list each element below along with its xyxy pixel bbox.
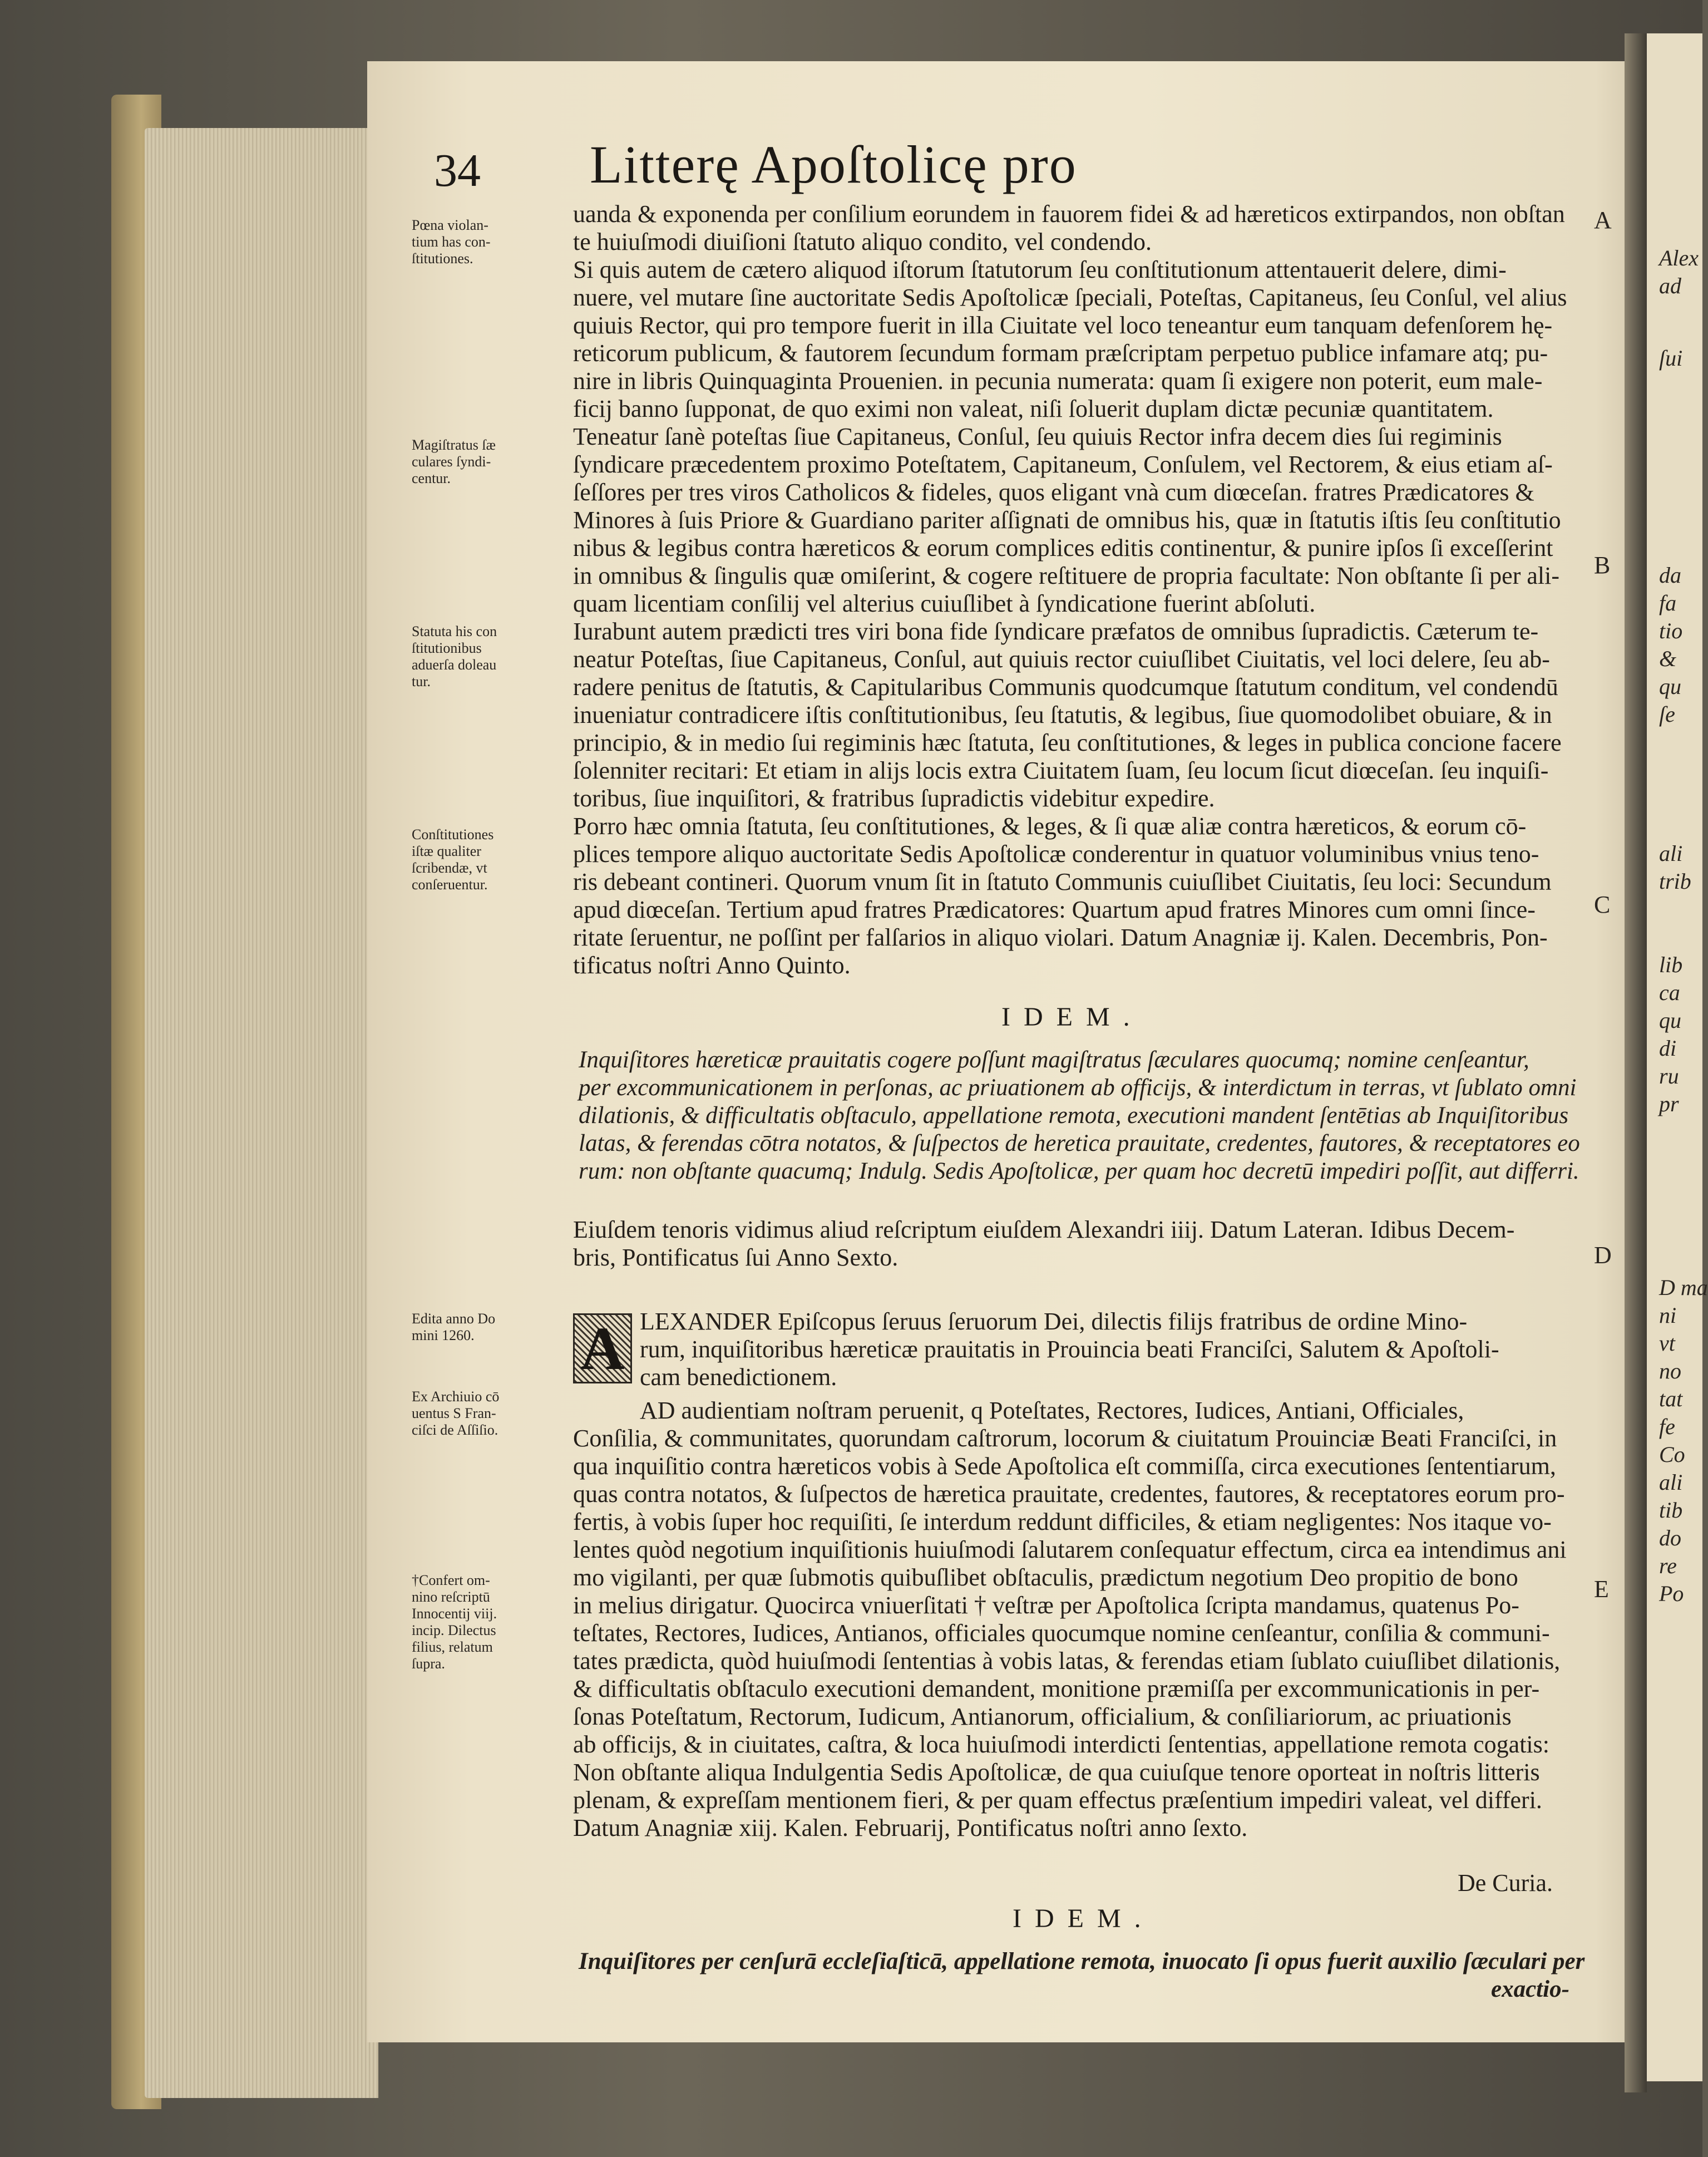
fragment-text: Co (1659, 1442, 1685, 1467)
fragment-text: do (1659, 1525, 1681, 1550)
text-line: quiuis Rector, qui pro tempore fuerit in illa Ciuitate vel loco teneantur eum tanquam defenſorem hę- (573, 312, 1553, 339)
margin-note-1 (412, 217, 556, 267)
text-line: lentes quòd negotium inquiſitionis huiuſmodi ſalutarem conſequatur effectum, circa ea intendimus ani (573, 1536, 1567, 1563)
text-line: Datum Anagniæ xiij. Kalen. Februarij, Pontificatus noſtri anno ſexto. (573, 1814, 1248, 1841)
letter-opening (640, 1308, 1597, 1391)
margin-note-line: culares ſyndi- (412, 454, 491, 470)
text-line: ſyndicare præcedentem proximo Poteſtatem, Capitaneum, Conſulem, vel Rectorem, & eius etiam aſ- (573, 451, 1553, 478)
text-line: ab officijs, & in ciuitates, caſtra, & loca huiuſmodi interdicti ſententias, appellatione remota cogatis: (573, 1731, 1549, 1758)
margin-note-line: centur. (412, 470, 451, 486)
fragment-text: qu (1659, 1008, 1681, 1033)
margin-note-line: nino reſcriptū (412, 1589, 490, 1605)
text-line: rum: non obſtante quacumq; Indulg. Sedis Apoſtolicæ, per quam hoc decretū impediri poſſit, aut differri. (579, 1158, 1579, 1184)
text-line: ſeſſores per tres viros Catholicos & fideles, quos eligant vnà cum diœceſan. fratres Prædicatores & (573, 479, 1534, 506)
fragment-text: ſe (1659, 702, 1675, 727)
fragment-text: pr (1659, 1091, 1679, 1116)
text-line: principio, & in medio ſui regiminis hæc ſtatuta, ſeu conſtitutiones, & leges in publica concione facere (573, 729, 1562, 756)
text-line: in omnibus & ſingulis quæ omiſerint, & cogere reſtituere de propria facultate: Non obſtante ſi per ali- (573, 562, 1559, 589)
signature-de-curia: De Curia. (1458, 1869, 1553, 1897)
margin-note-line: †Confert om- (412, 1572, 490, 1588)
text-line: reticorum publicum, & fautorem ſecundum formam præſcriptam perpetuo publice infamare atq; pu- (573, 339, 1548, 367)
text-line: ritate ſeruentur, ne poſſint per falſarios in aliquo violari. Datum Anagniæ ij. Kalen. Decembris, Pon- (573, 924, 1548, 951)
margin-note-line: iſtæ qualiter (412, 843, 481, 859)
summary-block-2 (579, 1948, 1602, 2003)
margin-note-5 (412, 1311, 556, 1344)
text-line: Inquiſitores per cenſurā eccleſiaſticā, appellatione remota, inuocato ſi opus fuerit auxilio ſæculari per (579, 1948, 1585, 1974)
text-line: ficij banno ſupponat, de quo eximi non valeat, niſi ſoluerit duplam dictæ pecuniæ quantitatem. (573, 395, 1494, 422)
margin-note-line: ſcribendæ, vt (412, 860, 487, 876)
fragment-text: tio (1659, 618, 1683, 643)
fragment-text: qu (1659, 674, 1681, 699)
text-line: Non obſtante aliqua Indulgentia Sedis Apoſtolicæ, de qua cuiuſque tenore oporteat in noſtris litteris (573, 1759, 1540, 1786)
margin-note-line: Edita anno Do (412, 1311, 496, 1327)
main-text-block-1 (573, 200, 1597, 979)
fragment-text: ſui (1659, 346, 1683, 371)
fragment-text: ca (1659, 980, 1680, 1005)
fragment-text: trib (1659, 869, 1691, 894)
decorated-initial-letter (573, 1313, 632, 1383)
idem-heading-2: IDEM. (1013, 1904, 1154, 1933)
text-line: Teneatur ſanè poteſtas ſiue Capitaneus, Conſul, ſeu quiuis Rector infra decem dies ſui regiminis (573, 423, 1502, 450)
summary-block-1 (579, 1046, 1602, 1185)
margin-note-line: incip. Dilectus (412, 1622, 496, 1638)
main-text-block-3 (573, 1397, 1597, 1842)
margin-note-line: Conſtitutiones (412, 826, 494, 843)
text-line: tates prædicta, quòd huiuſmodi ſententias à vobis latas, & ferendas etiam ſublato cuiuſlibet dilationis, (573, 1647, 1561, 1675)
margin-note-6 (412, 1388, 556, 1439)
text-line: fertis, à vobis ſuper hoc requiſiti, ſe interdum reddunt difficiles, & etiam negligentes: Nos itaque vo- (573, 1508, 1552, 1535)
text-line: plenam, & expreſſam mentionem fieri, & per quam effectus præſentium impediri valeat, vel differi. (573, 1786, 1542, 1814)
text-line: exactio- (1491, 1976, 1569, 2002)
text-line: mo vigilanti, per quæ ſubmotis quibuſlibet obſtaculis, prædictum negotium Deo propitio de bono (573, 1564, 1518, 1591)
page-number: 34 (434, 145, 481, 196)
margin-note-line: aduerſa doleau (412, 657, 497, 673)
margin-note-7 (412, 1572, 556, 1672)
margin-note-line: Ex Archiuio cō (412, 1388, 500, 1405)
running-head: Litterę Apoſtolicę pro (590, 135, 1077, 194)
adjacent-page-fragment (1647, 33, 1708, 2081)
fragment-text: fe (1659, 1414, 1675, 1439)
fragment-text: Alex (1659, 245, 1699, 270)
fragment-text: ali (1659, 841, 1683, 866)
section-letter-c: C (1594, 891, 1611, 918)
text-line: neatur Poteſtas, ſiue Capitaneus, Conſul, aut quiuis rector cuiuſlibet Ciuitatis, vel loci delere, ſeu ab- (573, 646, 1550, 673)
margin-note-line: Statuta his con (412, 623, 497, 639)
text-line: nire in libris Quinquaginta Prouenien. in pecunia numerata: quam ſi exigere non poterit, eum male- (573, 367, 1543, 395)
fragment-text: di (1659, 1036, 1677, 1061)
text-line: plices tempore aliquo auctoritate Sedis Apoſtolicæ conderentur in quatuor voluminibus vnius teno- (573, 840, 1539, 868)
text-line: ſonas Poteſtatum, Rectorum, Iudicum, Antianorum, officialium, & conſiliariorum, ac priuationis (573, 1703, 1512, 1730)
text-line: & difficultatis obſtaculo executioni demandent, monitione præmiſſa per excommunicationis in per- (573, 1675, 1540, 1702)
fragment-text: re (1659, 1553, 1677, 1578)
text-line: qua inquiſitio contra hæreticos vobis à Sede Apoſtolica eſt commiſſa, circa executiones ſententiarum, (573, 1452, 1556, 1480)
margin-note-4 (412, 826, 556, 893)
text-line: te huiuſmodi diuiſioni ſtatuto aliquo condito, vel condendo. (573, 228, 1152, 255)
margin-note-line: mini 1260. (412, 1327, 475, 1343)
text-line: ſolenniter recitari: Et etiam in alijs locis extra Ciuitatem ſuam, ſeu locum ſicut diœceſan. ſeu inquiſi- (573, 757, 1549, 784)
text-line: per excommunicationem in perſonas, ac priuationem ab officijs, & interdictum in terras, vt ſublato omni (579, 1075, 1577, 1101)
fragment-text: fa (1659, 590, 1677, 615)
page-stack-edge (145, 128, 378, 2098)
text-line: quas contra notatos, & ſuſpectos de hæretica prauitate, credentes, fautores, & receptatores eorum pro- (573, 1480, 1565, 1508)
text-line: teſtates, Rectores, Iudices, Antianos, officiales quocumque nomine cenſeantur, conſilia & communi- (573, 1619, 1550, 1647)
fragment-text: & (1659, 646, 1677, 671)
text-line: Inquiſitores hæreticæ prauitatis cogere poſſunt magiſtratus ſæculares quocumq; nomine cenſeantur, (579, 1047, 1529, 1073)
section-letter-b: B (1594, 551, 1611, 579)
margin-note-line: ſupra. (412, 1656, 445, 1672)
book-gutter (1625, 33, 1647, 2092)
text-line: latas, & ferendas cōtra notatos, & ſuſpectos de heretica prauitate, credentes, fautores, & receptatores eo (579, 1130, 1580, 1156)
margin-note-line: ſtitutiones. (412, 250, 473, 267)
margin-note-line: uentus S Fran- (412, 1405, 496, 1421)
section-letter-e: E (1594, 1575, 1609, 1603)
text-line: Iurabunt autem prædicti tres viri bona fide ſyndicare præfatos de omnibus ſupradictis. Cæterum te- (573, 618, 1539, 645)
text-line: nuere, vel mutare ſine auctoritate Sedis Apoſtolicæ ſpeciali, Poteſtas, Capitaneus, ſeu Conſul, vel alius (573, 284, 1567, 311)
margin-note-line: tium has con- (412, 234, 491, 250)
margin-note-line: Innocentij viij. (412, 1606, 497, 1622)
fragment-text: no (1659, 1358, 1681, 1383)
fragment-text: ni (1659, 1303, 1677, 1328)
text-line: inueniatur contradicere iſtis conſtitutionibus, ſeu ſtatutis, & legibus, ſiue quomodolibet obuiare, & in (573, 701, 1552, 728)
text-line: Conſilia, & communitates, quorundam caſtrorum, locorum & ciuitatum Prouinciæ Beati Franciſci, in (573, 1425, 1557, 1452)
margin-note-3 (412, 623, 556, 690)
fragment-text: lib (1659, 952, 1683, 977)
text-line: nibus & legibus contra hæreticos & eorum complices editis continentur, & punire ipſos ſi exceſſerint (573, 534, 1553, 562)
margin-note-line: tur. (412, 673, 431, 690)
main-text-block-2 (573, 1216, 1597, 1272)
fragment-text: tib (1659, 1498, 1683, 1523)
fragment-text: D ma (1659, 1275, 1708, 1300)
fragment-text: ru (1659, 1063, 1679, 1089)
text-line: AD audientiam noſtram peruenit, q Poteſtates, Rectores, Iudices, Antiani, Officiales, (640, 1397, 1464, 1424)
text-line: tificatus noſtri Anno Quinto. (573, 952, 851, 979)
margin-note-line: Pœna violan- (412, 217, 488, 233)
text-line: LEXANDER Epiſcopus ſeruus ſeruorum Dei, dilectis filijs fratribus de ordine Mino- (640, 1308, 1468, 1335)
text-line: uanda & exponenda per conſilium eorundem in fauorem fidei & ad hæreticos extirpandos, non obſtan (573, 200, 1565, 228)
margin-note-2 (412, 437, 556, 487)
fragment-text: tat (1659, 1386, 1683, 1411)
margin-note-line: Magiſtratus ſæ (412, 437, 496, 453)
text-line: ris debeant contineri. Quorum vnum ſit in ſtatuto Communis cuiuſlibet Ciuitatis, ſeu loci: Secundum (573, 868, 1552, 895)
text-line: cam benedictionem. (640, 1363, 837, 1391)
text-line: Eiuſdem tenoris vidimus aliud reſcriptum eiuſdem Alexandri iiij. Datum Lateran. Idibus Decem- (573, 1216, 1515, 1243)
text-line: Minores à ſuis Priore & Guardiano pariter aſſignati de omnibus his, quæ in ſtatutis iſtis ſeu conſtitutio (573, 506, 1561, 534)
text-line: bris, Pontificatus ſui Anno Sexto. (573, 1244, 899, 1271)
text-line: in melius dirigatur. Quocirca vniuerſitati † veſtræ per Apoſtolica ſcripta mandamus, quatenus Po- (573, 1592, 1519, 1619)
margin-note-line: ſtitutionibus (412, 640, 482, 656)
fragment-text: ali (1659, 1470, 1683, 1495)
section-letter-d: D (1594, 1242, 1612, 1269)
margin-note-line: ciſci de Aſſiſio. (412, 1422, 498, 1438)
margin-note-line: filius, relatum (412, 1639, 493, 1655)
text-line: rum, inquiſitoribus hæreticæ prauitatis in Prouincia beati Franciſci, Salutem & Apoſtoli- (640, 1336, 1499, 1363)
text-line: dilationis, & difficultatis obſtaculo, appellatione remota, executioni mandent ſentētias ab Inquiſitoribus (579, 1102, 1569, 1129)
fragment-text: ad (1659, 273, 1681, 298)
idem-heading-1: IDEM. (1001, 1002, 1143, 1032)
fragment-text: vt (1659, 1331, 1675, 1356)
text-line: apud diœceſan. Tertium apud fratres Prædicatores: Quartum apud fratres Minores cum omni ſince- (573, 896, 1536, 923)
section-letter-a: A (1594, 206, 1612, 234)
text-line: radere penitus de ſtatutis, & Capitularibus Communis quodcumque ſtatutum conditum, vel condendū (573, 673, 1558, 701)
text-line: toribus, ſiue inquiſitori, & fratribus ſupradictis videbitur expedire. (573, 785, 1215, 812)
text-line: Si quis autem de cætero aliquod iſtorum ſtatutorum ſeu conſtitutionum attentauerit delere, dimi- (573, 256, 1507, 283)
fragment-text: da (1659, 563, 1681, 588)
initial-letter-glyph: A (580, 1314, 625, 1382)
text-line: quam licentiam conſilij vel alterius cuiuſlibet à ſyndicatione fuerint abſoluti. (573, 590, 1316, 617)
margin-note-line: conſeruentur. (412, 876, 488, 893)
book-page (367, 61, 1647, 2042)
text-line: Porro hæc omnia ſtatuta, ſeu conſtitutiones, & leges, & ſi quæ aliæ contra hæreticos, & eorum cō- (573, 812, 1527, 840)
fragment-text: Po (1659, 1581, 1684, 1606)
